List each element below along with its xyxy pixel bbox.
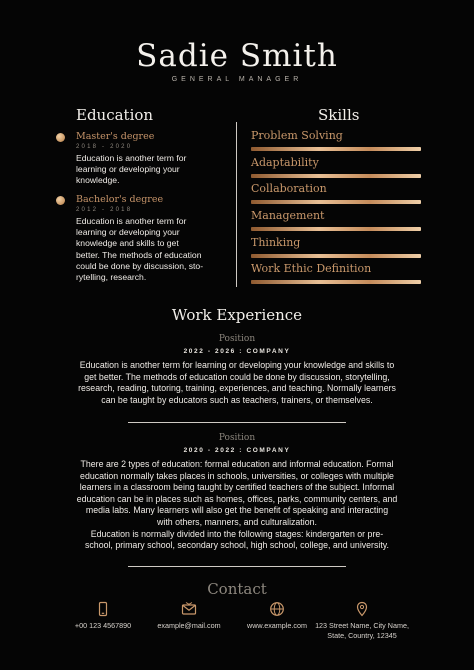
skill-bar-fill: [251, 174, 421, 178]
contact-text: [155, 621, 223, 631]
desc-line: knowledge.: [76, 175, 120, 186]
desc-line: can be taught by educators such as teachers, trainers, or themselves.: [101, 394, 373, 405]
skills-title: Skills: [318, 106, 360, 124]
desc-line: with others, manners, and culturalization.: [157, 516, 317, 527]
desc-line: get better. The methods of education could be done by discussion, storytelling,: [84, 371, 390, 382]
skill-bar: [251, 147, 421, 151]
desc-line: Education is another term for learning or developing your knowledge and skills to: [79, 360, 395, 370]
desc-line: research, reading, tutoring, training, experiences, and teaching. Normally learners: [78, 383, 396, 394]
skill-label: Work Ethic Definition: [251, 262, 372, 275]
skill-bar-fill: [251, 147, 421, 151]
location-pin-icon: [354, 601, 370, 617]
job-dates-company: 2020 - 2022 : COMPANY: [183, 447, 291, 454]
job-position: Position: [218, 334, 256, 344]
desc-line: education can be in places such as homes, offices, parks, community centers, and: [76, 493, 398, 504]
skill-bar-fill: [251, 200, 421, 204]
degree-years: 2018 - 2020: [76, 144, 133, 150]
contact-text: [72, 621, 134, 631]
bullet-dot-icon: [56, 196, 65, 205]
skill-bar: [251, 174, 421, 178]
desc-line: knowledge and skills to get: [76, 238, 179, 249]
bullet-dot-icon: [56, 133, 65, 142]
section-divider: [128, 422, 346, 423]
address-line: 123 Street Name, City Name,: [315, 621, 409, 630]
desc-line: Education is another term for: [76, 216, 187, 226]
desc-line: media labs. Many learners will also get the benefit of speaking and interacting: [85, 505, 389, 516]
desc-line: school, primary school, secondary school, high school, college, and university.: [85, 540, 389, 551]
education-title: Education: [76, 106, 154, 124]
phone-icon: [95, 601, 111, 617]
phone-number: +00 123 4567890: [74, 621, 132, 630]
skill-label: Adaptability: [251, 156, 319, 169]
desc-line: There are 2 types of education: formal education and informal education. Formal: [80, 459, 394, 469]
skill-bar: [251, 280, 421, 284]
desc-line: better. The methods of education: [76, 249, 202, 260]
desc-line: rytelling, research.: [76, 272, 147, 283]
desc-line: learners in a classroom being taught by certified teachers of the subject. Informal: [79, 482, 395, 493]
degree-description: [76, 153, 226, 187]
website-url: www.example.com: [247, 621, 307, 630]
skill-label: Management: [251, 209, 325, 222]
address-line: State, Country, 12345: [327, 630, 397, 640]
work-experience-title: Work Experience: [171, 306, 303, 324]
contact-title: Contact: [207, 580, 267, 598]
skill-bar: [251, 254, 421, 258]
contact-text: [243, 621, 311, 631]
skill-bar: [251, 200, 421, 204]
email-icon: [181, 601, 197, 617]
desc-line: learning or developing your: [76, 164, 180, 175]
degree-description: [76, 216, 226, 283]
desc-line: Education is normally divided into the following stages: kindergarten or pre-: [90, 528, 384, 539]
globe-icon: [269, 601, 285, 617]
degree-years: 2012 - 2018: [76, 207, 133, 213]
skill-label: Thinking: [251, 236, 301, 249]
skill-bar-fill: [251, 280, 421, 284]
job-dates-company: 2022 - 2026 : COMPANY: [183, 348, 291, 355]
desc-line: could be done by discussion, sto-: [76, 260, 204, 271]
skill-label: Problem Solving: [251, 129, 343, 142]
desc-line: education normally takes places in schools, universities, or colleges with multiple: [80, 470, 394, 481]
degree-name: Bachelor's degree: [76, 194, 164, 205]
column-divider: [236, 122, 237, 287]
job-position: Position: [218, 433, 256, 443]
section-divider: [128, 566, 346, 567]
skill-bar-fill: [251, 254, 421, 258]
job-title: GENERAL MANAGER: [171, 76, 303, 83]
skill-bar-fill: [251, 227, 421, 231]
job-description: [57, 360, 417, 406]
email-address: example@mail.com: [157, 621, 221, 630]
desc-line: learning or developing your: [76, 227, 180, 238]
degree-name: Master's degree: [76, 131, 155, 142]
contact-text: [310, 621, 414, 640]
skill-label: Collaboration: [251, 182, 327, 195]
desc-line: Education is another term for: [76, 153, 187, 163]
job-description: [57, 459, 417, 552]
skill-bar: [251, 227, 421, 231]
resume-name: Sadie Smith: [136, 38, 338, 74]
